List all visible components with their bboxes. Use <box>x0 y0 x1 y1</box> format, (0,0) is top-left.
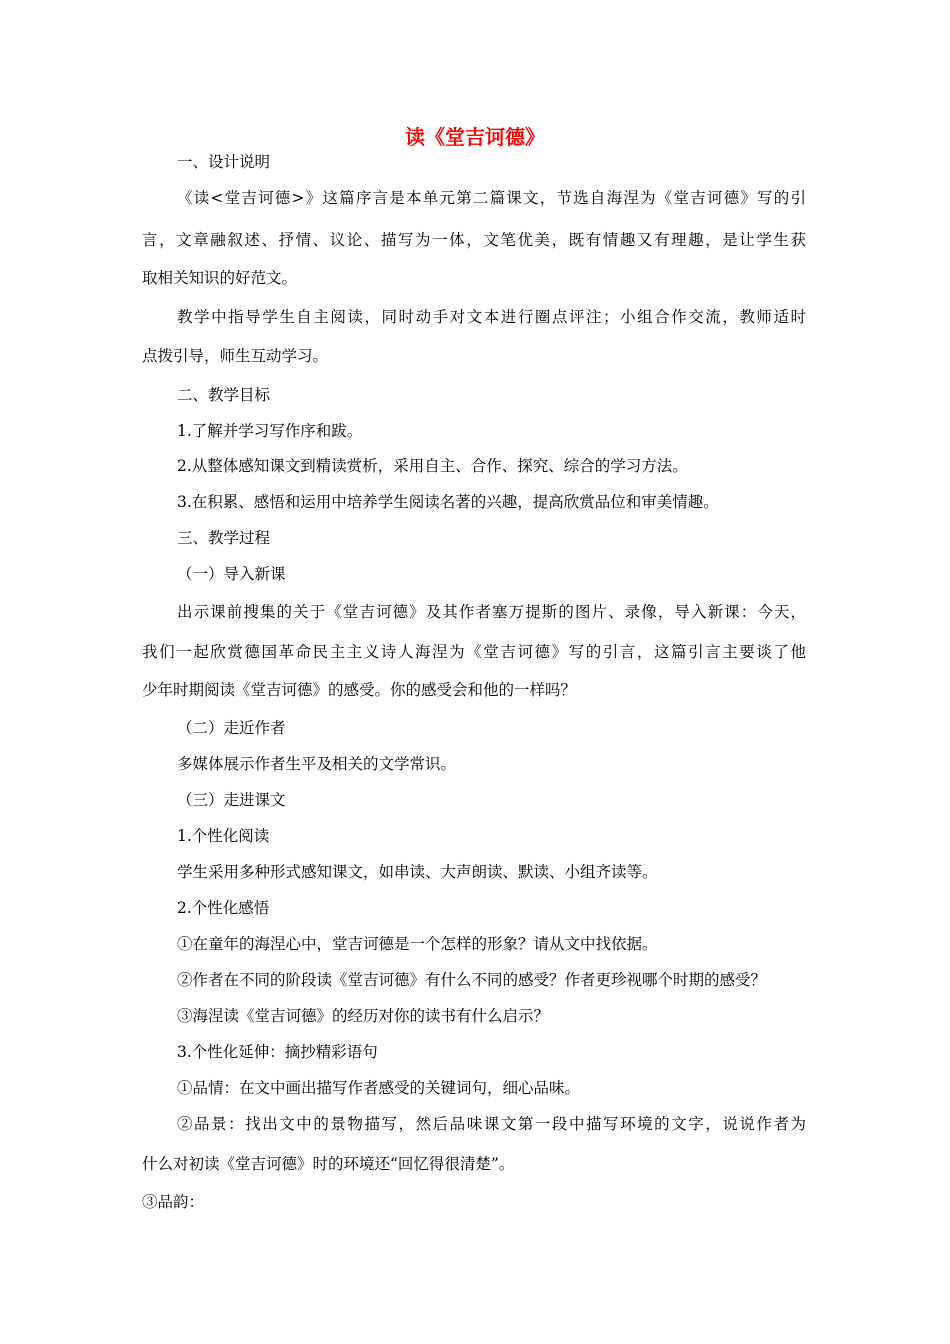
list-item: 1.个性化阅读 <box>177 827 270 845</box>
paragraph-line: 《读<堂吉诃德>》这篇序言是本单元第二篇课文，节选自海涅为《堂吉诃德》写的引 <box>177 189 806 207</box>
paragraph-line: 什么对初读《堂吉诃德》时的环境还“回忆得很清楚”。 <box>142 1155 515 1173</box>
paragraph-line: 出示课前搜集的关于《堂吉诃德》及其作者塞万提斯的图片、录像，导入新课：今天， <box>177 603 806 621</box>
paragraph-line: 学生采用多种形式感知课文，如串读、大声朗读、默读、小组齐读等。 <box>177 863 658 881</box>
subsection-heading: （二）走近作者 <box>177 719 286 737</box>
paragraph-line: 我们一起欣赏德国革命民主主义诗人海涅为《堂吉诃德》写的引言，这篇引言主要谈了他 <box>142 643 806 661</box>
subsection-heading: （三）走进课文 <box>177 791 286 809</box>
section-heading-design: 一、设计说明 <box>177 153 271 171</box>
list-item: ②品景：找出文中的景物描写，然后品味课文第一段中描写环境的文字，说说作者为 <box>177 1115 806 1133</box>
list-item: 1.了解并学习写作序和跋。 <box>177 422 363 440</box>
paragraph-line: 少年时期阅读《堂吉诃德》的感受。你的感受会和他的一样吗？ <box>142 681 577 699</box>
paragraph-line: 取相关知识的好范文。 <box>142 269 298 287</box>
list-item: 3.个性化延伸：摘抄精彩语句 <box>177 1043 378 1061</box>
list-item: 3.在积累、感悟和运用中培养学生阅读名著的兴趣，提高欣赏品位和审美情趣。 <box>177 493 719 511</box>
paragraph-line: 点拨引导，师生互动学习。 <box>142 347 329 365</box>
document-title: 读《堂吉诃德》 <box>405 125 545 149</box>
section-heading-process: 三、教学过程 <box>177 529 271 547</box>
list-item: ③海涅读《堂吉诃德》的经历对你的读书有什么启示？ <box>177 1007 550 1025</box>
list-item: ①在童年的海涅心中，堂吉诃德是一个怎样的形象？请从文中找依据。 <box>177 935 658 953</box>
list-item: ①品情：在文中画出描写作者感受的关键词句，细心品味。 <box>177 1079 581 1097</box>
list-item: ③品韵： <box>142 1193 205 1211</box>
list-item: ②作者在不同的阶段读《堂吉诃德》有什么不同的感受？作者更珍视哪个时期的感受？ <box>177 971 767 989</box>
paragraph-line: 教学中指导学生自主阅读，同时动手对文本进行圈点评注；小组合作交流，教师适时 <box>177 308 806 326</box>
section-heading-goals: 二、教学目标 <box>177 386 271 404</box>
paragraph-line: 言，文章融叙述、抒情、议论、描写为一体，文笔优美，既有情趣又有理趣，是让学生获 <box>142 231 806 249</box>
subsection-heading: （一）导入新课 <box>177 565 286 583</box>
list-item: 2.从整体感知课文到精读赏析，采用自主、合作、探究、综合的学习方法。 <box>177 457 688 475</box>
paragraph-line: 多媒体展示作者生平及相关的文学常识。 <box>177 755 457 773</box>
list-item: 2.个性化感悟 <box>177 899 270 917</box>
